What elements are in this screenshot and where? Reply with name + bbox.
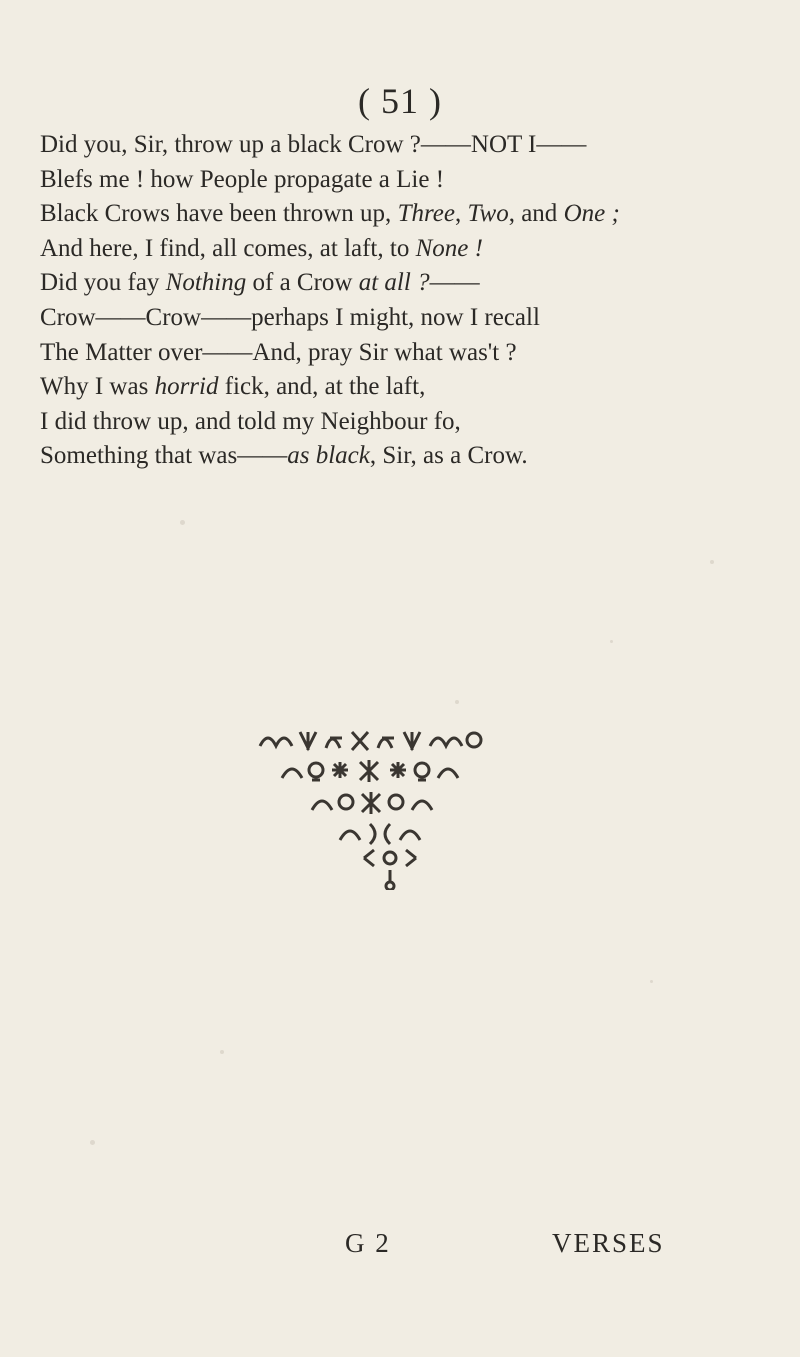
line-text: And here, I find, all comes, at laft, to: [40, 234, 416, 262]
line-text: ——: [429, 269, 480, 297]
signature-mark: G 2: [345, 1228, 391, 1258]
poem-line: [40, 266, 770, 301]
italic-text: Three: [397, 200, 455, 228]
catchword: VERSES: [552, 1228, 665, 1258]
line-text: Blefs me ! how People propagate a Lie !: [40, 165, 445, 193]
poem-line: [40, 197, 770, 232]
poem: [40, 128, 770, 474]
page-footer: [0, 1228, 800, 1268]
line-text: Crow——Crow——perhaps I might, now I recall: [40, 303, 540, 331]
italic-text: horrid: [154, 373, 219, 401]
poem-line: [40, 405, 770, 440]
italic-text: at all ?: [358, 269, 430, 297]
line-text: Did you, Sir, throw up a black Crow ?——NOT I——: [40, 131, 587, 158]
line-text: of a Crow: [246, 269, 359, 297]
line-text: Did you fay: [40, 269, 166, 297]
line-text: I did throw up, and told my Neighbour fo,: [40, 407, 461, 435]
poem-line: [40, 301, 770, 336]
italic-text: One ;: [563, 200, 620, 228]
poem-line: [40, 370, 770, 405]
poem-line: [40, 336, 770, 371]
line-text: ,: [454, 200, 468, 228]
italic-text: Nothing: [165, 269, 247, 297]
line-text: Something that was——: [40, 442, 288, 470]
italic-text: as black: [287, 442, 370, 470]
line-text: The Matter over——And, pray Sir what was't ?: [40, 338, 517, 366]
line-text: fick, and, at the laft,: [218, 373, 426, 401]
poem-line: [40, 128, 770, 163]
italic-text: Two: [467, 200, 509, 228]
poem-line: [40, 439, 770, 474]
printers-ornament-icon: [250, 720, 550, 890]
line-text: , and: [508, 200, 564, 228]
italic-text: None !: [415, 234, 483, 262]
line-text: , Sir, as a Crow.: [369, 442, 528, 470]
line-text: Why I was: [40, 373, 155, 401]
poem-line: [40, 232, 770, 267]
line-text: Black Crows have been thrown up,: [40, 200, 398, 228]
page-number: ( 51 ): [358, 81, 442, 121]
poem-line: [40, 163, 770, 198]
